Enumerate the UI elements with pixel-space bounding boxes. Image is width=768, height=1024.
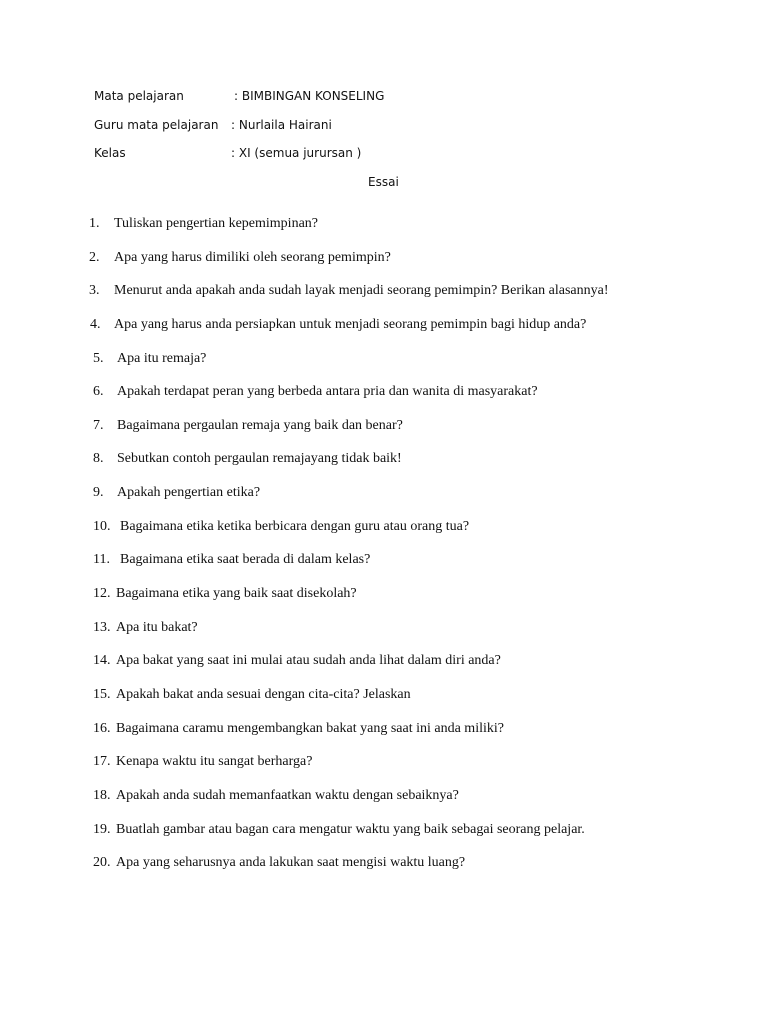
subject-label: Mata pelajaran xyxy=(94,89,184,103)
question-text: Apa yang harus dimiliki oleh seorang pemimpin? xyxy=(114,249,391,265)
question-number: 2. xyxy=(89,249,100,265)
teacher-value: : Nurlaila Hairani xyxy=(231,117,332,132)
question-text: Bagaimana caramu mengembangkan bakat yang saat ini anda miliki? xyxy=(116,720,504,736)
question-item xyxy=(0,618,768,652)
subject-value: : BIMBINGAN KONSELING xyxy=(234,89,385,103)
question-text: Apakah anda sudah memanfaatkan waktu dengan sebaiknya? xyxy=(116,787,459,803)
question-text: Menurut anda apakah anda sudah layak menjadi seorang pemimpin? Berikan alasannya! xyxy=(114,283,609,299)
question-number: 6. xyxy=(93,384,104,400)
question-number: 4. xyxy=(90,316,101,332)
question-item xyxy=(0,248,768,282)
question-number: 1. xyxy=(89,216,100,231)
question-text: Sebutkan contoh pergaulan remajayang tidak baik! xyxy=(117,451,402,467)
question-item xyxy=(0,584,768,618)
question-item xyxy=(0,449,768,483)
question-item xyxy=(0,752,768,786)
question-text: Apa yang harus anda persiapkan untuk menjadi seorang pemimpin bagi hidup anda? xyxy=(114,316,587,332)
question-number: 18. xyxy=(93,787,111,803)
question-text: Tuliskan pengertian kepemimpinan? xyxy=(114,216,318,231)
question-text: Apa itu bakat? xyxy=(116,619,198,635)
question-text: Apakah pengertian etika? xyxy=(117,485,261,501)
question-text: Buatlah gambar atau bagan cara mengatur waktu yang baik sebagai seorang pelajar. xyxy=(116,821,585,837)
question-list xyxy=(0,214,768,887)
question-number: 5. xyxy=(93,350,104,366)
question-number: 16. xyxy=(93,720,111,736)
question-text: Apa itu remaja? xyxy=(117,350,207,366)
question-item xyxy=(0,550,768,584)
question-item xyxy=(0,483,768,517)
question-item xyxy=(0,349,768,383)
question-item xyxy=(0,651,768,685)
question-text: Bagaimana pergaulan remaja yang baik dan benar? xyxy=(117,417,403,433)
question-text: Apa bakat yang saat ini mulai atau sudah anda lihat dalam diri anda? xyxy=(116,653,501,669)
question-item xyxy=(0,853,768,887)
question-item xyxy=(0,281,768,315)
question-number: 9. xyxy=(93,485,104,501)
question-text: Apakah bakat anda sesuai dengan cita-cita? Jelaskan xyxy=(116,686,411,702)
question-number: 12. xyxy=(93,586,111,602)
question-number: 19. xyxy=(93,821,111,837)
question-item xyxy=(0,685,768,719)
question-item xyxy=(0,517,768,551)
question-text: Bagaimana etika saat berada di dalam kelas? xyxy=(120,552,371,568)
question-item xyxy=(0,820,768,854)
question-text: Bagaimana etika yang baik saat disekolah? xyxy=(116,586,357,602)
question-text: Bagaimana etika ketika berbicara dengan guru atau orang tua? xyxy=(120,518,470,534)
question-item xyxy=(0,382,768,416)
section-title: Essai xyxy=(368,175,399,189)
question-item xyxy=(0,786,768,820)
question-text: Kenapa waktu itu sangat berharga? xyxy=(116,754,313,770)
question-number: 11. xyxy=(93,552,110,568)
question-number: 14. xyxy=(93,653,111,669)
question-text: Apa yang seharusnya anda lakukan saat mengisi waktu luang? xyxy=(116,855,466,871)
class-value: : XI (semua jurursan ) xyxy=(231,146,362,160)
question-item xyxy=(0,719,768,753)
question-number: 13. xyxy=(93,619,111,635)
question-number: 3. xyxy=(89,283,100,299)
class-label: Kelas xyxy=(94,146,126,160)
question-number: 7. xyxy=(93,417,104,433)
question-number: 8. xyxy=(93,451,104,467)
question-item xyxy=(0,416,768,450)
question-item xyxy=(0,315,768,349)
teacher-label: Guru mata pelajaran xyxy=(94,117,219,132)
question-item xyxy=(0,214,768,248)
question-number: 15. xyxy=(93,686,111,702)
question-number: 17. xyxy=(93,754,111,770)
question-number: 10. xyxy=(93,518,111,534)
question-number: 20. xyxy=(93,855,111,871)
question-text: Apakah terdapat peran yang berbeda antara pria dan wanita di masyarakat? xyxy=(117,384,538,400)
